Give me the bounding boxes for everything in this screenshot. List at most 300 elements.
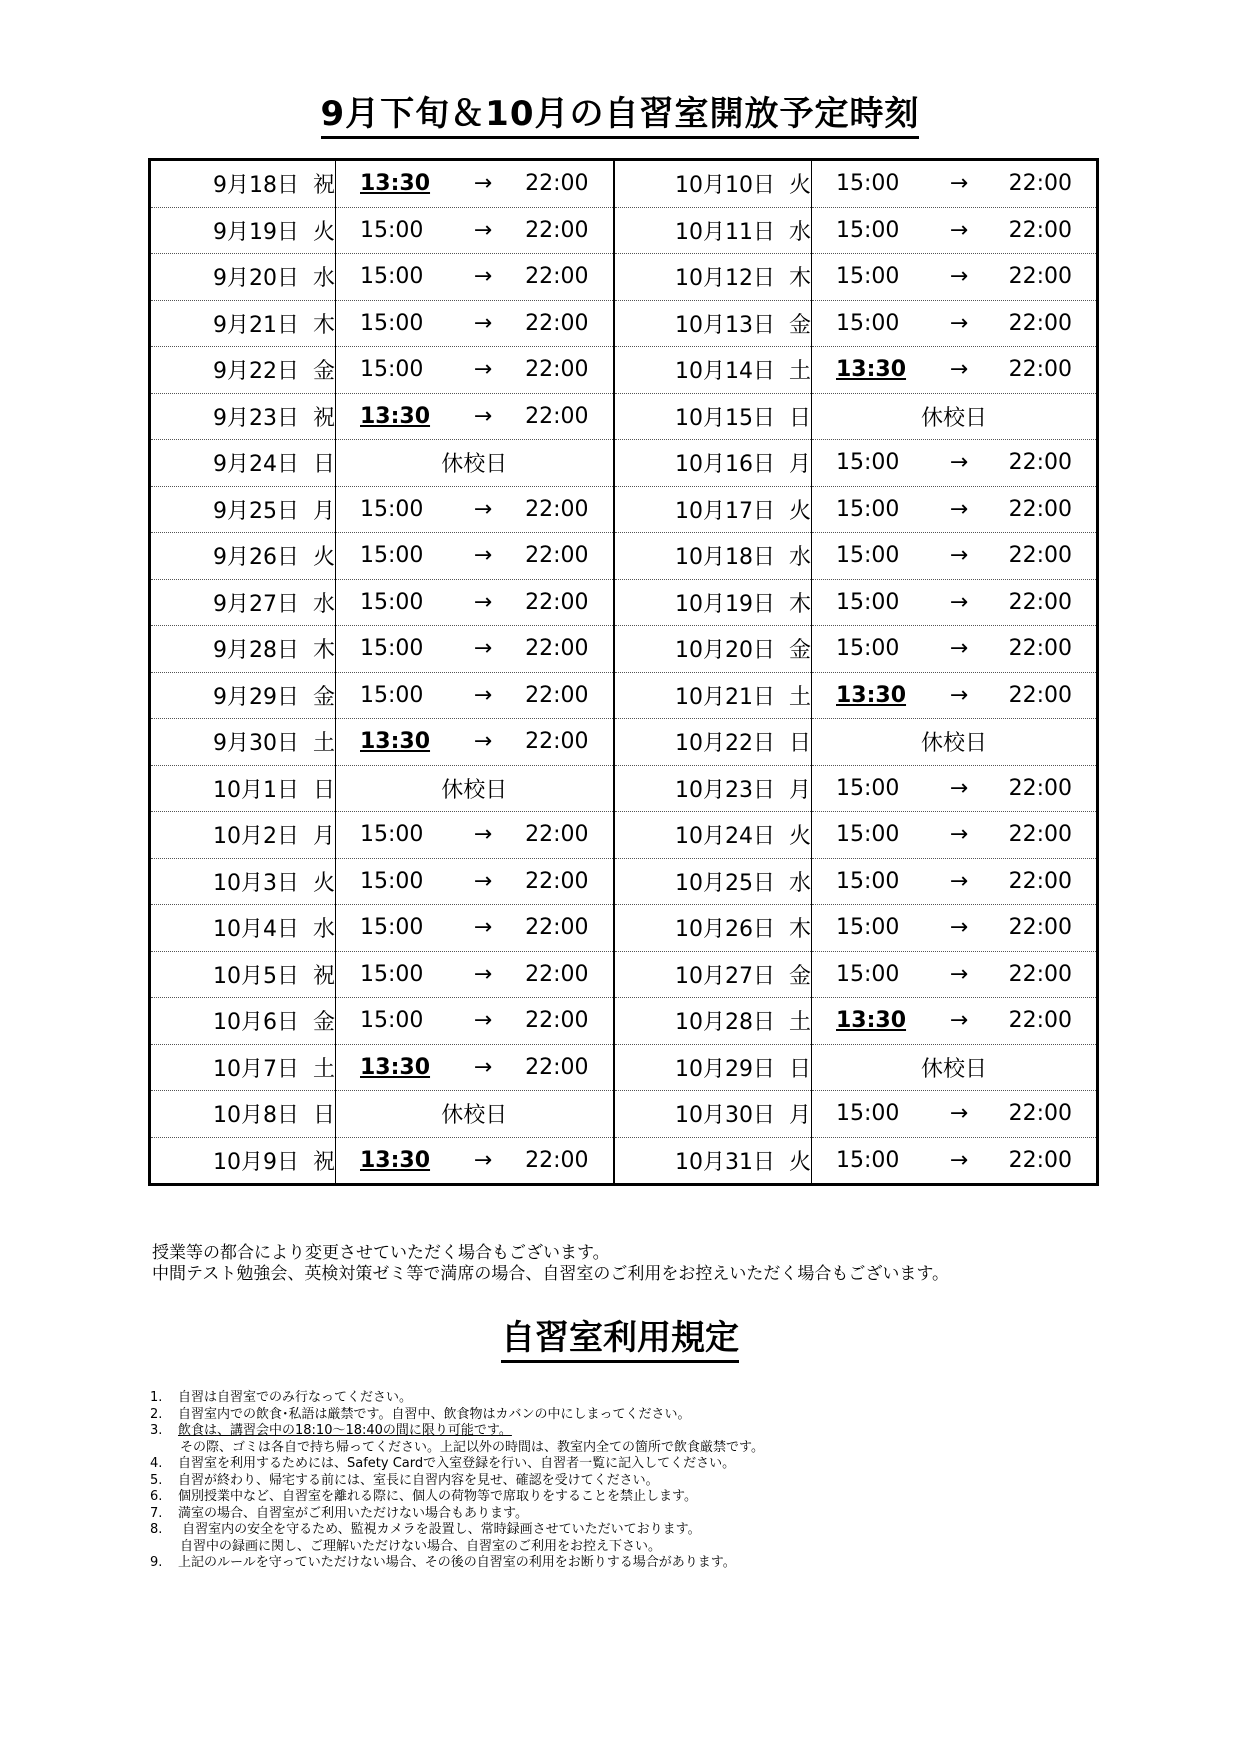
schedule-time: [812, 440, 1098, 487]
schedule-time: [336, 998, 614, 1045]
schedule-time: [812, 1137, 1098, 1185]
end-time: 22:00: [1008, 450, 1072, 476]
rule-item: [150, 1473, 764, 1490]
date-text: 10月4日: [212, 917, 299, 943]
weekday-text: 日: [788, 1056, 811, 1082]
start-time: 15:00: [836, 217, 900, 243]
start-time: 15:00: [836, 915, 900, 941]
time-range: [812, 440, 1096, 486]
weekday-text: 火: [312, 219, 335, 245]
weekday-text: 火: [788, 173, 811, 199]
schedule-time: [812, 254, 1098, 301]
date-text: 9月25日: [212, 498, 299, 524]
arrow-icon: →: [949, 682, 969, 708]
schedule-date: [614, 579, 812, 626]
time-range: [812, 533, 1096, 579]
schedule-row: [150, 719, 1098, 766]
time-range: [812, 766, 1096, 812]
start-time: 13:30: [360, 1054, 431, 1080]
time-range: [336, 1045, 613, 1091]
arrow-icon: →: [949, 868, 969, 894]
date-text: 10月16日: [674, 452, 775, 478]
start-time: 15:00: [836, 543, 900, 569]
date-text: 10月15日: [674, 405, 775, 431]
time-range: [812, 905, 1096, 951]
weekday-text: 火: [788, 824, 811, 850]
schedule-date: [150, 1044, 336, 1091]
start-time: 13:30: [836, 1008, 907, 1034]
time-range: [812, 812, 1096, 858]
note-line: 授業等の都合により変更させていただく場合もございます。: [152, 1243, 610, 1263]
end-time: 22:00: [1008, 682, 1072, 708]
start-time: 15:00: [836, 496, 900, 522]
date-text: 9月26日: [212, 545, 299, 571]
start-time: 13:30: [836, 357, 907, 383]
weekday-text: 日: [312, 777, 335, 803]
schedule-date: [150, 207, 336, 254]
rule-text: 上記のルールを守っていただけない場合、その後の自習室の利用をお断りする場合があります。: [178, 1555, 736, 1570]
arrow-icon: →: [473, 171, 493, 197]
end-time: 22:00: [1008, 496, 1072, 522]
arrow-icon: →: [473, 589, 493, 615]
rule-item: [150, 1456, 764, 1473]
schedule-row: [150, 254, 1098, 301]
schedule-time: [336, 160, 614, 208]
end-time: 22:00: [1008, 822, 1072, 848]
weekday-text: 土: [788, 684, 811, 710]
date-text: 9月30日: [212, 731, 299, 757]
schedule-row: [150, 858, 1098, 905]
schedule-date: [614, 812, 812, 859]
end-time: 22:00: [1008, 357, 1072, 383]
schedule-date: [150, 1091, 336, 1138]
date-text: 10月24日: [674, 824, 775, 850]
rule-item: [150, 1555, 764, 1572]
arrow-icon: →: [473, 1054, 493, 1080]
end-time: 22:00: [525, 543, 589, 569]
schedule-time: [336, 347, 614, 394]
arrow-icon: →: [949, 589, 969, 615]
schedule-date: [614, 719, 812, 766]
end-time: 22:00: [1008, 264, 1072, 290]
rule-item: [150, 1522, 764, 1539]
weekday-text: 月: [788, 777, 811, 803]
start-time: 15:00: [360, 589, 424, 615]
schedule-row: [150, 160, 1098, 208]
rule-item: [150, 1407, 764, 1424]
start-time: 15:00: [360, 357, 424, 383]
date-text: 10月27日: [674, 963, 775, 989]
end-time: 22:00: [525, 915, 589, 941]
schedule-date: [150, 858, 336, 905]
schedule-date: [614, 160, 812, 208]
weekday-text: 祝: [312, 173, 335, 199]
start-time: 15:00: [836, 961, 900, 987]
arrow-icon: →: [949, 310, 969, 336]
schedule-date: [150, 440, 336, 487]
weekday-text: 月: [788, 452, 811, 478]
end-time: 22:00: [1008, 1101, 1072, 1127]
schedule-time: [812, 765, 1098, 812]
arrow-icon: →: [949, 822, 969, 848]
time-range: [336, 905, 613, 951]
start-time: 15:00: [360, 1008, 424, 1034]
time-range: [336, 487, 613, 533]
end-time: 22:00: [525, 496, 589, 522]
arrow-icon: →: [473, 636, 493, 662]
notes: [152, 1243, 949, 1285]
schedule-time: [336, 1137, 614, 1185]
schedule-time: [336, 254, 614, 301]
rule-text: 飲食は、講習会中の18:10～18:40の間に限り可能です。: [178, 1423, 512, 1438]
schedule-time: [336, 486, 614, 533]
schedule-date: [614, 533, 812, 580]
time-range: [812, 998, 1096, 1044]
end-time: 22:00: [525, 636, 589, 662]
rule-continuation: その際、ゴミは各自で持ち帰ってください。上記以外の時間は、教室内全ての箇所で飲食厳禁です。: [180, 1439, 764, 1455]
schedule-time: [336, 858, 614, 905]
time-range: [812, 347, 1096, 393]
date-text: 9月23日: [212, 405, 299, 431]
date-text: 10月29日: [674, 1056, 775, 1082]
start-time: 15:00: [360, 310, 424, 336]
schedule-date: [150, 486, 336, 533]
start-time: 15:00: [836, 310, 900, 336]
arrow-icon: →: [473, 822, 493, 848]
schedule-date: [614, 300, 812, 347]
end-time: 22:00: [525, 1147, 589, 1173]
arrow-icon: →: [473, 310, 493, 336]
schedule-time: [812, 719, 1098, 766]
time-range: [812, 952, 1096, 998]
date-text: 10月13日: [674, 312, 775, 338]
start-time: 15:00: [360, 682, 424, 708]
weekday-text: 日: [312, 452, 335, 478]
time-range: [336, 347, 613, 393]
date-text: 9月22日: [212, 359, 299, 385]
end-time: 22:00: [1008, 589, 1072, 615]
rule-text: 自習が終わり、帰宅する前には、室長に自習内容を見せ、確認を受けてください。: [178, 1472, 659, 1488]
date-text: 9月18日: [212, 173, 299, 199]
end-time: 22:00: [525, 264, 589, 290]
start-time: 15:00: [836, 171, 900, 197]
rule-text: 自習は自習室でのみ行なってください。: [178, 1390, 413, 1405]
schedule-row: [150, 812, 1098, 859]
date-text: 10月22日: [674, 731, 775, 757]
schedule-date: [150, 998, 336, 1045]
schedule-time: [336, 579, 614, 626]
weekday-text: 木: [788, 917, 811, 943]
weekday-text: 金: [788, 312, 811, 338]
schedule-date: [614, 858, 812, 905]
start-time: 15:00: [360, 868, 424, 894]
schedule-date: [150, 347, 336, 394]
arrow-icon: →: [949, 1147, 969, 1173]
arrow-icon: →: [949, 171, 969, 197]
arrow-icon: →: [473, 543, 493, 569]
schedule-time: [812, 858, 1098, 905]
arrow-icon: →: [473, 403, 493, 429]
date-text: 10月20日: [674, 638, 775, 664]
rule-item: [150, 1506, 764, 1523]
weekday-text: 木: [788, 591, 811, 617]
arrow-icon: →: [473, 1147, 493, 1173]
date-text: 10月6日: [212, 1010, 299, 1036]
schedule-date: [614, 765, 812, 812]
schedule-date: [150, 254, 336, 301]
schedule-date: [614, 254, 812, 301]
schedule-row: [150, 440, 1098, 487]
time-range: [336, 859, 613, 905]
schedule-time: [336, 812, 614, 859]
time-range: [336, 1138, 613, 1184]
weekday-text: 火: [788, 1149, 811, 1175]
weekday-text: 火: [788, 498, 811, 524]
end-time: 22:00: [525, 171, 589, 197]
arrow-icon: →: [949, 217, 969, 243]
weekday-text: 土: [312, 731, 335, 757]
schedule-time: [336, 1044, 614, 1091]
end-time: 22:00: [1008, 868, 1072, 894]
schedule-date: [150, 393, 336, 440]
schedule-date: [150, 579, 336, 626]
rule-text: 自習室内での飲食･私語は厳禁です。自習中、飲食物はカバンの中にしまってください。: [178, 1406, 691, 1422]
rules-title: 自習室利用規定: [0, 1310, 1240, 1359]
schedule-row: [150, 579, 1098, 626]
rule-number: 1.: [150, 1390, 163, 1405]
weekday-text: 日: [312, 1103, 335, 1129]
start-time: 15:00: [836, 775, 900, 801]
schedule-row: [150, 1137, 1098, 1185]
end-time: 22:00: [525, 357, 589, 383]
schedule-row: [150, 300, 1098, 347]
time-range: [336, 952, 613, 998]
end-time: 22:00: [1008, 636, 1072, 662]
schedule-date: [614, 207, 812, 254]
rule-text: 個別授業中など、自習室を離れる際に、個人の荷物等で席取りをすることを禁止します。: [178, 1489, 697, 1504]
time-range: [336, 533, 613, 579]
weekday-text: 金: [312, 359, 335, 385]
schedule-time: [336, 905, 614, 952]
schedule-time: [812, 300, 1098, 347]
schedule-time: [812, 393, 1098, 440]
date-text: 10月21日: [674, 684, 775, 710]
weekday-text: 金: [312, 1010, 335, 1036]
arrow-icon: →: [949, 961, 969, 987]
end-time: 22:00: [1008, 1008, 1072, 1034]
closed-day-label: 休校日: [441, 452, 508, 478]
start-time: 15:00: [360, 915, 424, 941]
date-text: 10月19日: [674, 591, 775, 617]
end-time: 22:00: [525, 1054, 589, 1080]
schedule-date: [150, 951, 336, 998]
schedule-date: [150, 533, 336, 580]
time-range: [812, 580, 1096, 626]
arrow-icon: →: [949, 450, 969, 476]
time-range: [812, 254, 1096, 300]
weekday-text: 木: [312, 638, 335, 664]
schedule-row: [150, 626, 1098, 673]
start-time: 15:00: [836, 589, 900, 615]
arrow-icon: →: [473, 868, 493, 894]
schedule-time: [812, 626, 1098, 673]
schedule-date: [150, 1137, 336, 1185]
date-text: 10月10日: [674, 173, 775, 199]
date-text: 10月28日: [674, 1010, 775, 1036]
schedule-row: [150, 533, 1098, 580]
end-time: 22:00: [1008, 310, 1072, 336]
weekday-text: 祝: [312, 405, 335, 431]
start-time: 15:00: [360, 822, 424, 848]
schedule-date: [614, 951, 812, 998]
rule-item: [150, 1489, 764, 1506]
schedule-date: [614, 905, 812, 952]
schedule-time: [336, 672, 614, 719]
schedule-time: [812, 905, 1098, 952]
start-time: 15:00: [836, 1147, 900, 1173]
schedule-date: [614, 1091, 812, 1138]
weekday-text: 金: [788, 963, 811, 989]
schedule-time: [336, 393, 614, 440]
schedule-date: [150, 160, 336, 208]
start-time: 15:00: [836, 450, 900, 476]
weekday-text: 祝: [312, 1149, 335, 1175]
schedule-date: [150, 765, 336, 812]
date-text: 10月12日: [674, 266, 775, 292]
end-time: 22:00: [525, 1008, 589, 1034]
end-time: 22:00: [1008, 775, 1072, 801]
schedule-date: [150, 812, 336, 859]
schedule-date: [150, 719, 336, 766]
start-time: 15:00: [836, 1101, 900, 1127]
schedule-body: [150, 160, 1098, 1185]
end-time: 22:00: [1008, 543, 1072, 569]
rule-number: 4.: [150, 1456, 163, 1471]
arrow-icon: →: [949, 775, 969, 801]
rule-number: 6.: [150, 1489, 163, 1504]
end-time: 22:00: [1008, 171, 1072, 197]
time-range: [812, 161, 1096, 207]
date-text: 10月3日: [212, 870, 299, 896]
arrow-icon: →: [473, 264, 493, 290]
weekday-text: 水: [788, 545, 811, 571]
weekday-text: 土: [788, 1010, 811, 1036]
date-text: 9月20日: [212, 266, 299, 292]
rule-continuation: 自習中の録画に関し、ご理解いただけない場合、自習室のご利用をお控え下さい。: [180, 1538, 662, 1554]
arrow-icon: →: [949, 496, 969, 522]
rule-text: 自習室内の安全を守るため、監視カメラを設置し、常時録画させていただいております。: [178, 1522, 701, 1537]
schedule-time: [336, 533, 614, 580]
start-time: 15:00: [836, 822, 900, 848]
schedule-date: [614, 626, 812, 673]
weekday-text: 水: [788, 219, 811, 245]
schedule-date: [614, 393, 812, 440]
weekday-text: 金: [312, 684, 335, 710]
schedule-row: [150, 672, 1098, 719]
end-time: 22:00: [525, 961, 589, 987]
end-time: 22:00: [525, 729, 589, 755]
arrow-icon: →: [473, 496, 493, 522]
date-text: 9月27日: [212, 591, 299, 617]
start-time: 15:00: [836, 636, 900, 662]
schedule-date: [614, 672, 812, 719]
schedule-time: [336, 951, 614, 998]
end-time: 22:00: [525, 403, 589, 429]
schedule-time: [336, 626, 614, 673]
arrow-icon: →: [949, 1101, 969, 1127]
date-text: 10月23日: [674, 777, 775, 803]
weekday-text: 水: [312, 917, 335, 943]
date-text: 10月26日: [674, 917, 775, 943]
end-time: 22:00: [525, 822, 589, 848]
start-time: 15:00: [836, 868, 900, 894]
rule-number: 5.: [150, 1472, 163, 1488]
note-line: 中間テスト勉強会、英検対策ゼミ等で満席の場合、自習室のご利用をお控えいただく場合もございます。: [152, 1264, 949, 1284]
date-text: 10月30日: [674, 1103, 775, 1129]
schedule-time: [336, 765, 614, 812]
weekday-text: 火: [312, 870, 335, 896]
schedule-time: [812, 207, 1098, 254]
date-text: 10月18日: [674, 545, 775, 571]
weekday-text: 土: [788, 359, 811, 385]
page-title: 9月下旬＆10月の自習室開放予定時刻: [0, 86, 1240, 135]
schedule-time: [812, 160, 1098, 208]
start-time: 13:30: [360, 403, 431, 429]
start-time: 13:30: [360, 729, 431, 755]
rule-number: 3.: [150, 1423, 163, 1438]
schedule-date: [614, 1044, 812, 1091]
date-text: 9月19日: [212, 219, 299, 245]
schedule-time: [812, 951, 1098, 998]
time-range: [812, 208, 1096, 254]
time-range: [812, 859, 1096, 905]
start-time: 13:30: [836, 682, 907, 708]
schedule-time: [336, 440, 614, 487]
weekday-text: 水: [312, 266, 335, 292]
schedule-row: [150, 1044, 1098, 1091]
time-range: [336, 580, 613, 626]
weekday-text: 水: [312, 591, 335, 617]
time-range: [336, 394, 613, 440]
time-range: [812, 1138, 1096, 1184]
weekday-text: 土: [312, 1056, 335, 1082]
start-time: 15:00: [836, 264, 900, 290]
date-text: 10月2日: [212, 824, 299, 850]
time-range: [336, 998, 613, 1044]
weekday-text: 水: [788, 870, 811, 896]
rule-number: 9.: [150, 1555, 163, 1570]
start-time: 15:00: [360, 543, 424, 569]
weekday-text: 金: [788, 638, 811, 664]
time-range: [812, 1091, 1096, 1137]
rule-text: 満室の場合、自習室がご利用いただけない場合もあります。: [178, 1505, 528, 1521]
end-time: 22:00: [1008, 217, 1072, 243]
arrow-icon: →: [949, 636, 969, 662]
time-range: [812, 301, 1096, 347]
closed-day-label: 休校日: [441, 777, 508, 803]
arrow-icon: →: [473, 357, 493, 383]
closed-day-label: 休校日: [920, 1056, 987, 1082]
rule-item: [150, 1423, 764, 1440]
arrow-icon: →: [949, 357, 969, 383]
arrow-icon: →: [473, 1008, 493, 1034]
schedule-date: [150, 626, 336, 673]
arrow-icon: →: [473, 915, 493, 941]
schedule-date: [614, 486, 812, 533]
weekday-text: 月: [312, 824, 335, 850]
weekday-text: 月: [312, 498, 335, 524]
weekday-text: 月: [788, 1103, 811, 1129]
